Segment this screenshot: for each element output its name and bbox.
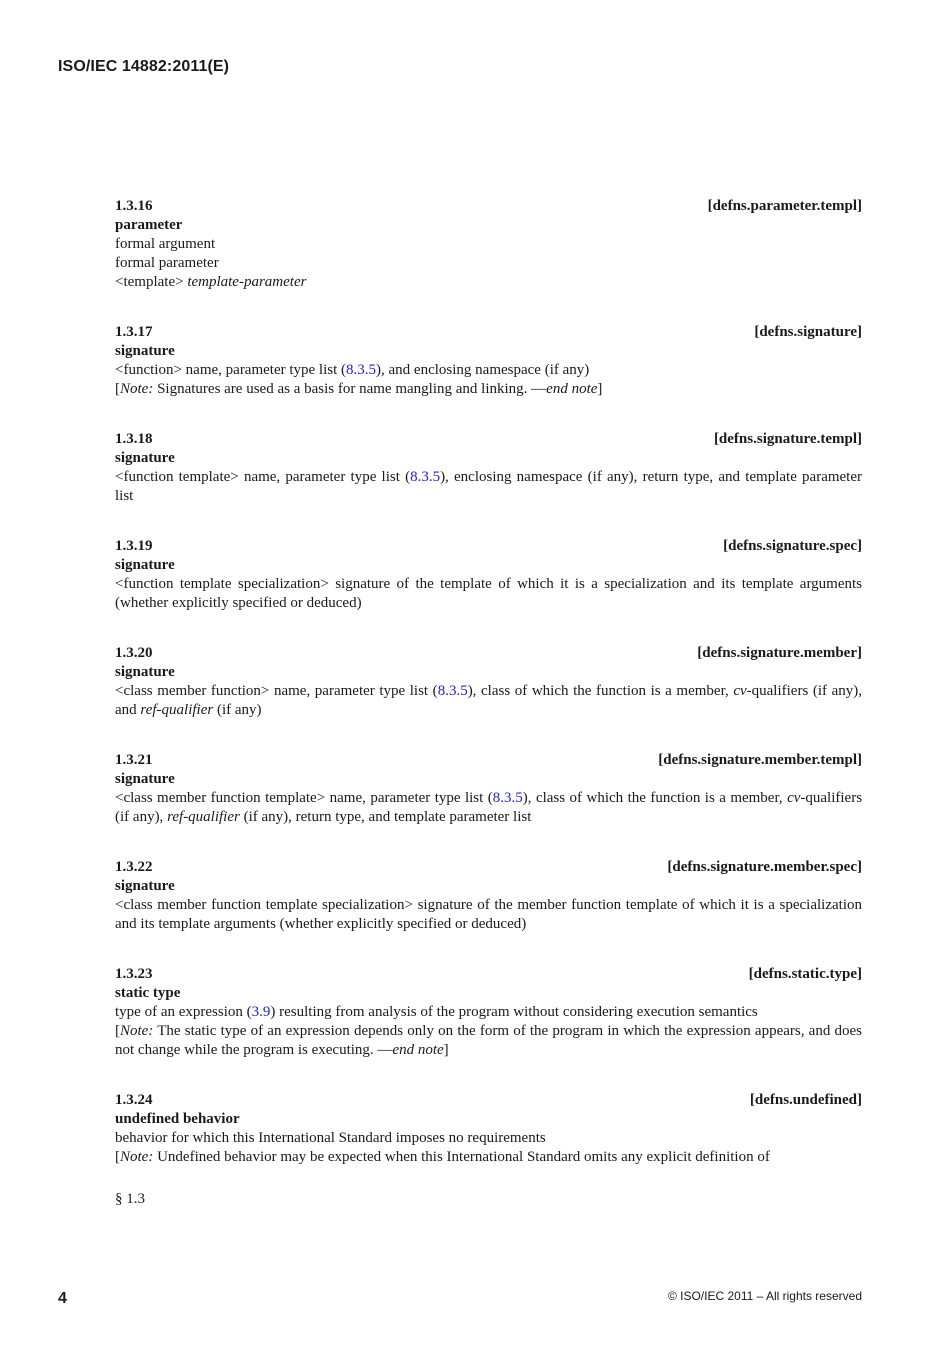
definition-entry — [115, 1091, 862, 1167]
entry-tag: [defns.signature.member] — [697, 645, 862, 661]
cross-reference-link[interactable]: 8.3.5 — [492, 790, 523, 806]
definition-line: formal parameter — [115, 255, 219, 271]
definition-text: <class member function> name, parameter type list (8.3.5), class of which the function is a member, cv-qualifiers (if any), and ref-qualifier (if any) — [115, 683, 863, 718]
entry-term: signature — [115, 878, 175, 894]
entry-tag: [defns.signature.spec] — [723, 538, 862, 554]
definition-text — [115, 273, 862, 292]
entry-heading — [115, 430, 862, 449]
context-label: <function> — [115, 362, 182, 378]
note-text: Signatures are used as a basis for name mangling and linking. — — [157, 381, 547, 397]
entry-tag: [defns.undefined] — [749, 1092, 862, 1108]
cross-reference-link[interactable]: 8.3.5 — [410, 469, 441, 485]
note-label: Note: — [120, 381, 154, 397]
context-label: <class member function template> — [115, 790, 326, 806]
definition-text: behavior for which this International Standard imposes no requirements — [115, 1130, 546, 1146]
italic-term: template-parameter — [187, 274, 307, 290]
entry-tag: [defns.signature.member.templ] — [658, 752, 862, 768]
entry-heading — [115, 197, 862, 216]
entry-term: signature — [115, 664, 175, 680]
entry-term: parameter — [115, 217, 183, 233]
definition-text: <class member function template specialization> signature of the member function template of which it is a specialization and its template arguments (whether explicitly specified or deduced) — [115, 897, 862, 932]
section-marker: § 1.3 — [115, 1191, 145, 1207]
entry-number: 1.3.22 — [115, 859, 153, 875]
entry-tag: [defns.static.type] — [748, 966, 862, 982]
entry-heading — [115, 323, 862, 342]
definition-entry — [115, 644, 862, 720]
entry-heading — [115, 751, 862, 770]
definition-entry — [115, 965, 862, 1060]
entry-term: signature — [115, 557, 175, 573]
entry-number: 1.3.23 — [115, 966, 153, 982]
definition-entry — [115, 430, 862, 506]
definition-entry — [115, 751, 862, 827]
entry-term: signature — [115, 343, 175, 359]
definition-line: formal argument — [115, 236, 216, 252]
definition-text: type of an expression (3.9) resulting from analysis of the program without considering execution semantics — [115, 1004, 758, 1020]
entry-heading — [115, 1091, 862, 1110]
entry-heading — [115, 858, 862, 877]
entry-number: 1.3.18 — [115, 431, 153, 447]
note-label: Note: — [120, 1149, 154, 1165]
entry-heading — [115, 965, 862, 984]
cross-reference-link[interactable]: 8.3.5 — [346, 362, 377, 378]
context-label: <class member function template specialization> — [115, 897, 413, 913]
cross-reference-link[interactable]: 3.9 — [251, 1004, 271, 1020]
entry-number: 1.3.19 — [115, 538, 153, 554]
document-header-id: ISO/IEC 14882:2011(E) — [58, 58, 230, 75]
entry-term: static type — [115, 985, 181, 1001]
definition-entry — [115, 537, 862, 613]
entry-tag: [defns.parameter.templ] — [707, 198, 862, 214]
note: [Note: Undefined behavior may be expected when this International Standard omits any explicit definition of — [115, 1149, 770, 1165]
entry-number: 1.3.24 — [115, 1092, 153, 1108]
context-label: <function template> — [115, 469, 239, 485]
page-number: 4 — [58, 1290, 67, 1307]
entry-number: 1.3.21 — [115, 752, 153, 768]
entry-heading — [115, 537, 862, 556]
note-end: end note — [392, 1042, 444, 1058]
note-text: Undefined behavior may be expected when this International Standard omits any explicit definition of — [157, 1149, 770, 1165]
context-label: <template> — [115, 274, 184, 290]
note-text: The static type of an expression depends only on the form of the program in which the expression appears, and does not change while the program is executing. — — [115, 1023, 862, 1058]
definition-entry — [115, 197, 862, 292]
entry-number: 1.3.17 — [115, 324, 153, 340]
entry-term: signature — [115, 450, 175, 466]
definitions-content — [115, 197, 862, 1167]
definition-text: <function> name, parameter type list (8.3.5), and enclosing namespace (if any) — [115, 362, 590, 378]
entry-term: undefined behavior — [115, 1111, 240, 1127]
definition-text: <function template specialization> signature of the template of which it is a specialization and its template arguments (whether explicitly specified or deduced) — [115, 576, 862, 611]
definition-entry — [115, 858, 862, 934]
entry-tag: [defns.signature.member.spec] — [667, 859, 862, 875]
definition-entry — [115, 323, 862, 399]
note: [Note: Signatures are used as a basis for name mangling and linking. —end note] — [115, 381, 603, 397]
cross-reference-link[interactable]: 8.3.5 — [437, 683, 468, 699]
entry-number: 1.3.16 — [115, 198, 153, 214]
copyright-notice: © ISO/IEC 2011 – All rights reserved — [667, 1289, 862, 1303]
note: [Note: The static type of an expression depends only on the form of the program in which the expression appears, and does not change while the program is executing. —end note] — [115, 1023, 862, 1058]
entry-number: 1.3.20 — [115, 645, 153, 661]
entry-tag: [defns.signature] — [754, 324, 862, 340]
context-label: <function template specialization> — [115, 576, 329, 592]
note-end: end note — [546, 381, 598, 397]
context-label: <class member function> — [115, 683, 270, 699]
definition-text: <function template> name, parameter type list (8.3.5), enclosing namespace (if any), return type, and template parameter list — [115, 469, 863, 504]
entry-heading — [115, 644, 862, 663]
note-label: Note: — [120, 1023, 154, 1039]
definition-text: <class member function template> name, parameter type list (8.3.5), class of which the function is a member, cv-qualifiers (if any), ref-qualifier (if any), return type, and template parameter list — [115, 790, 863, 825]
entry-tag: [defns.signature.templ] — [713, 431, 862, 447]
entry-term: signature — [115, 771, 175, 787]
